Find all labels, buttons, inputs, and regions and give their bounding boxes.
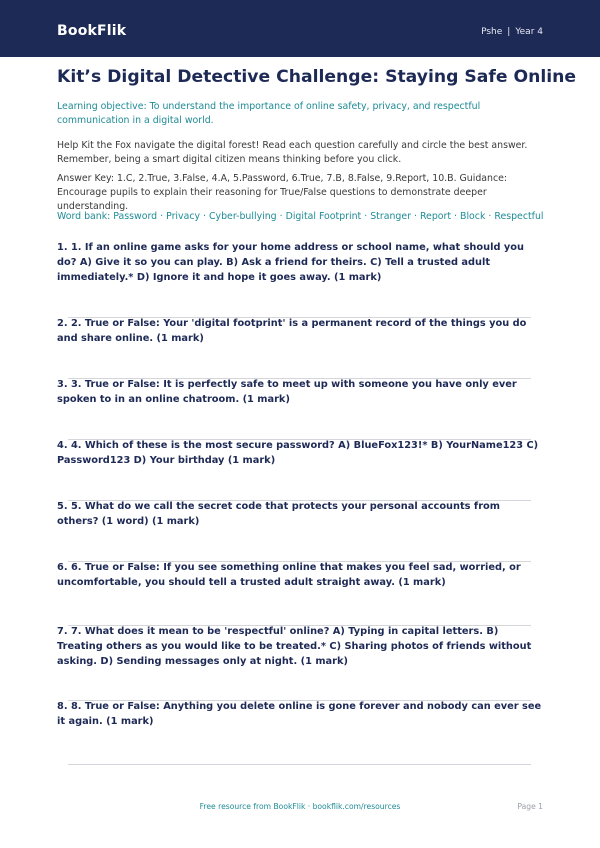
word-bank-word: Block: [460, 211, 486, 222]
question-5: 5. 5. What do we call the secret code that protects your personal accounts from others? (1 word) (1 mark): [57, 501, 500, 527]
word-bank-word: Cyber-bullying: [209, 211, 277, 222]
header-meta: [481, 27, 543, 37]
learning-objective: Learning objective: To understand the importance of online safety, privacy, and respectful communication in a digital world.: [57, 101, 481, 126]
header-separator: |: [507, 27, 511, 37]
question-4: 4. 4. Which of these is the most secure password? A) BlueFox123!* B) YourName123 C) Password123 D) Your birthday (1 mark): [57, 440, 539, 466]
brand-logo: BookFlik: [57, 23, 127, 39]
word-bank-label: Word bank:: [57, 211, 111, 222]
question-6: 6. 6. True or False: If you see something online that makes you feel sad, worried, or uncomfortable, you should tell a trusted adult straight away. (1 mark): [57, 562, 521, 588]
page-title: Kit’s Digital Detective Challenge: Staying Safe Online: [57, 67, 576, 87]
answer-line: [68, 764, 531, 765]
word-bank-word: Report: [419, 211, 452, 222]
intro-text: Help Kit the Fox navigate the digital forest! Read each question carefully and circle the best answer. Remember, being a smart digital citizen means thinking before you click.: [57, 140, 528, 165]
question-1: 1. 1. If an online game asks for your home address or school name, what should you do? A) Give it so you can play. B) Ask a friend for theirs. C) Tell a trusted adult immediately.* D) Ignore it and hope it goes away. (1 mark): [57, 242, 524, 283]
word-bank: Word bank: Password · Privacy · Cyber-bullying · Digital Footprint · Stranger · Report · Block · Respectful: [57, 211, 544, 222]
question-7: 7. 7. What does it mean to be 'respectful' online? A) Typing in capital letters. B) Treating others as you would like to be treated.* C) Sharing photos of friends without asking. D) Sending messages only at night. (1 mark): [57, 626, 532, 667]
subject-label: Pshe: [481, 27, 503, 37]
question-3: 3. 3. True or False: It is perfectly safe to meet up with someone you have only ever spoken to in an online chatroom. (1 mark): [57, 379, 517, 405]
page-header: [0, 0, 600, 57]
footer-credit: Free resource from BookFlik · bookflik.com/resources: [199, 802, 401, 811]
question-8: 8. 8. True or False: Anything you delete online is gone forever and nobody can ever see it again. (1 mark): [57, 701, 542, 727]
page-number: Page 1: [517, 802, 543, 811]
word-bank-word: Respectful: [494, 211, 544, 222]
word-bank-word: Stranger: [370, 211, 411, 222]
page-footer: [0, 802, 600, 816]
year-label: Year 4: [515, 27, 543, 37]
answer-key: Answer Key: 1.C, 2.True, 3.False, 4.A, 5.Password, 6.True, 7.B, 8.False, 9.Report, 10.B. Guidance: Encourage pupils to explain their reasoning for True/False questions to demonstrate deeper understanding.: [57, 173, 508, 212]
word-bank-word: Password: [113, 211, 158, 222]
word-bank-word: Privacy: [166, 211, 201, 222]
word-bank-word: Digital Footprint: [285, 211, 362, 222]
question-2: 2. 2. True or False: Your 'digital footprint' is a permanent record of the things you do and share online. (1 mark): [57, 318, 527, 344]
